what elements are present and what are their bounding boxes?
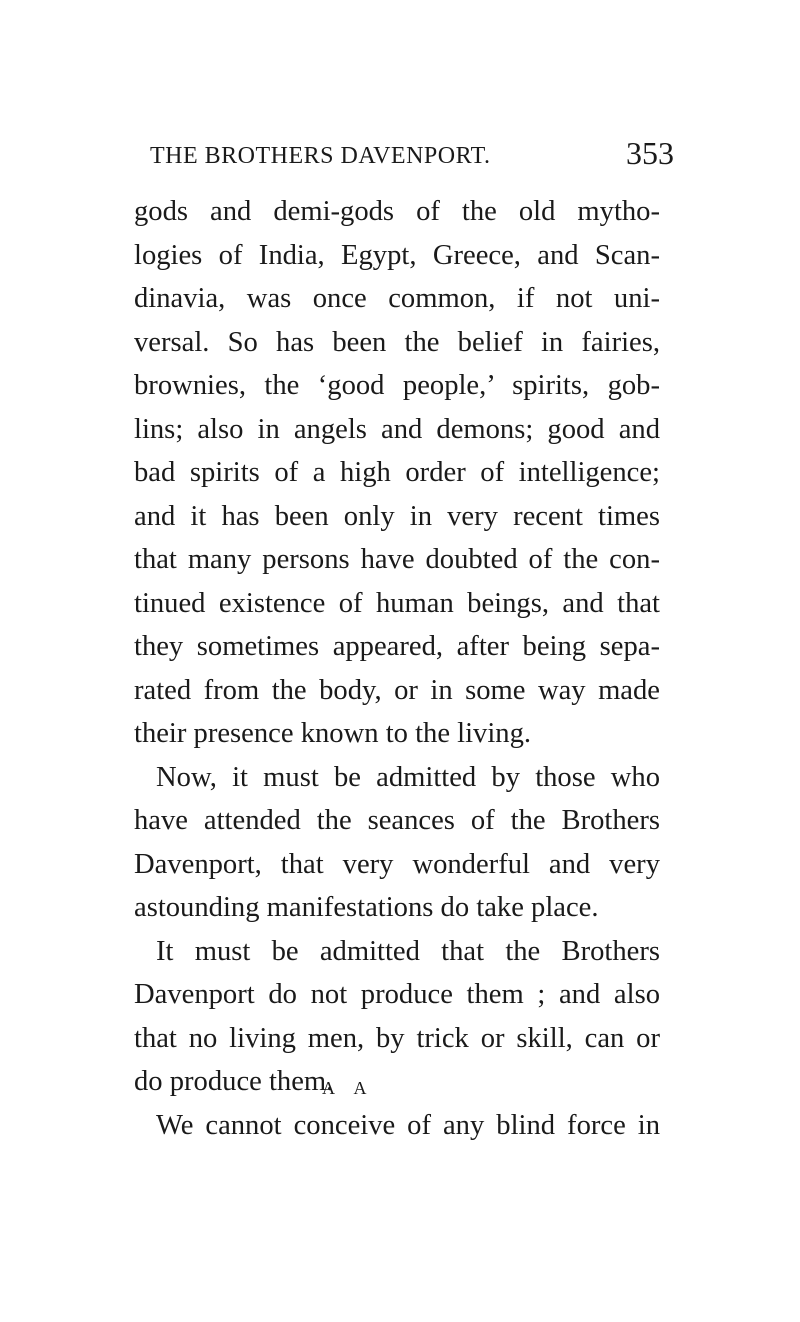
text-line: gods and demi-gods of the old mytho- bbox=[134, 196, 660, 227]
text-line: lins; also in angels and demons; good and bbox=[134, 413, 660, 445]
text-line: their presence known to the living. bbox=[134, 718, 532, 749]
text-line: It must be admitted that the Brothers bbox=[156, 935, 660, 967]
text-line: Davenport, that very wonderful and very bbox=[134, 848, 660, 880]
text-line: they sometimes appeared, after being sepa- bbox=[134, 631, 660, 662]
text-line: rated from the body, or in some way made bbox=[134, 674, 660, 706]
running-head: THE BROTHERS DAVENPORT. bbox=[150, 143, 491, 169]
text-line: bad spirits of a high order of intelligence; bbox=[134, 457, 660, 488]
text-line: Davenport do not produce them ; and also bbox=[134, 979, 660, 1010]
text-line: logies of India, Egypt, Greece, and Scan- bbox=[134, 239, 660, 271]
text-line: that no living men, by trick or skill, can or bbox=[134, 1022, 660, 1054]
page-number: 353 bbox=[626, 135, 674, 171]
text-line: astounding manifestations do take place. bbox=[134, 892, 599, 923]
text-line: do produce them. bbox=[134, 1066, 334, 1097]
text-line: Now, it must be admitted by those who bbox=[156, 761, 660, 793]
text-line: tinued existence of human beings, and that bbox=[134, 587, 660, 619]
text-line: and it has been only in very recent times bbox=[134, 500, 660, 532]
text-line: brownies, the ‘good people,’ spirits, gob- bbox=[134, 370, 660, 401]
text-line: have attended the seances of the Brothers bbox=[134, 805, 660, 836]
text-line: that many persons have doubted of the con- bbox=[134, 544, 660, 575]
text-line: dinavia, was once common, if not uni- bbox=[134, 283, 660, 314]
text-line: versal. So has been the belief in fairies, bbox=[134, 326, 660, 358]
body-text bbox=[134, 190, 660, 1147]
text-line: We cannot conceive of any blind force in bbox=[156, 1109, 660, 1141]
signature-mark: A A bbox=[322, 1078, 375, 1098]
